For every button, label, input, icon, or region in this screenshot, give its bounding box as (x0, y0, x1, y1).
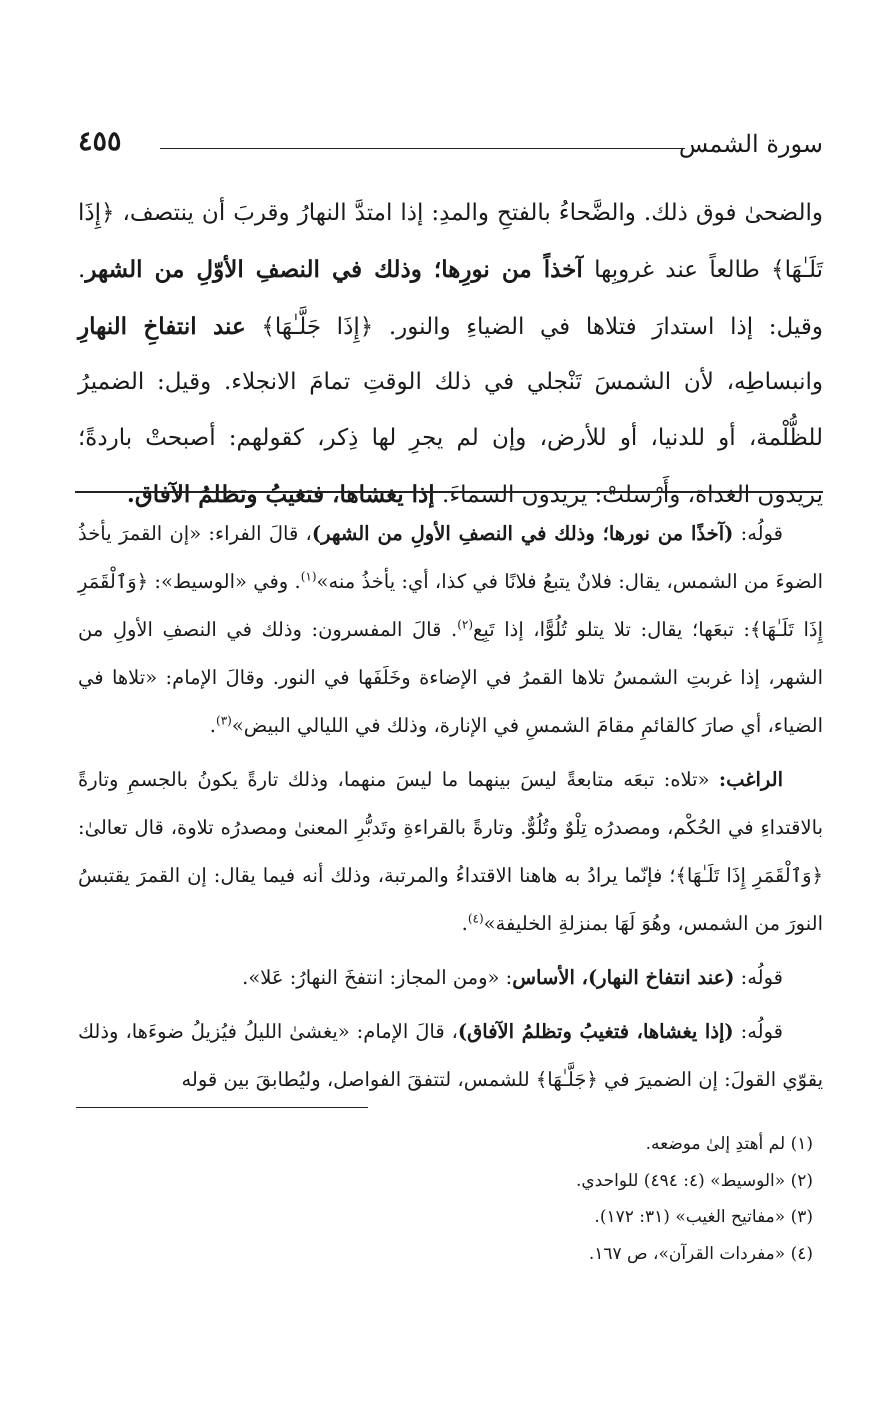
footnote: (١) لم أهتدِ إلىٰ موضعه. (645, 1134, 813, 1154)
header-rule (160, 148, 685, 149)
commentary-paragraph: قولُه: (عند انتفاخ النهار)، الأساس: «ومن المجاز: انتفخَ النهارُ: عَلا». (242, 966, 783, 989)
page-number: ٤٥٥ (78, 126, 122, 157)
commentary-paragraph: الراغب: «تلاه: تبعَه متابعةً ليسَ بينهما ما ليسَ منهما، وذلك تارةً يكونُ بالجسمِ وتارةً بالاقتداءِ في الحُكْم، ومصدرُه تِلْوٌ وتُلُوٌّ. وتارةً بالقراءةِ وتَدبُّرِ المعنىٰ ومصدرُه تلاوة، قال تعالىٰ: ﴿وَٱلْقَمَرِ إِذَا تَلَـٰهَا﴾؛ فإنّما يرادُ به هاهنا الاقتداءُ والمرتبة، وذلك أنه فيما يقال: إن القمرَ يقتبسُ النورَ من الشمس، وهُوَ لَهَا بمنزلةِ الخليفة»$^{(٤)}$. (78, 768, 823, 935)
footnote-divider (76, 1107, 368, 1108)
section-divider (75, 491, 823, 493)
footnote: (٤) «مفردات القرآن»، ص ١٦٧. (588, 1243, 813, 1264)
commentary-paragraph: قولُه: (آخذًا من نورها؛ وذلك في النصفِ الأولِ من الشهر)، قالَ الفراء: «إن القمرَ يأخذُ الضوءَ من الشمس، يقال: فلانٌ يتبعُ فلانًا في كذا، أي: يأخذُ منه»$^{(١)}$. وفي «الوسيط»: ﴿وَٱلْقَمَرِ إِذَا تَلَـٰهَا﴾: تبعَها؛ يقال: تلا يتلو تُلُوًّا، إذا تَبِع$^{(٢)}$. قالَ المفسرون: وذلك في النصفِ الأولِ من الشهر، إذا غربتِ الشمسُ تلاها القمرُ في الإضاءة وخَلَفَها في النور. وقالَ الإمام: «تلاها في الضياء، أي صارَ كالقائمِ مقامَ الشمسِ في الإنارة، وذلك في الليالي البيض»$^{(٣)}$. (78, 522, 823, 737)
footnote: (٢) «الوسيط» (٤: ٤٩٤) للواحدي. (575, 1170, 813, 1191)
tafsir-main-text (78, 186, 823, 524)
commentary-paragraph: قولُه: (إذا يغشاها، فتغيبُ وتظلمُ الآفاق)، قالَ الإمام: «يغشىٰ الليلُ فيُزيلُ ضوءَها، وذلك يقوّي القولَ: إن الضميرَ في ﴿جَلَّـٰهَا﴾ للشمس، لتتفقَ الفواصل، وليُطابقَ بين قوله (78, 1020, 823, 1091)
footnote-ref: (٣) (216, 713, 232, 728)
footnote-ref: (١) (300, 569, 317, 584)
footnote: (٣) «مفاتيح الغيب» (٣١: ١٧٢). (594, 1207, 813, 1227)
main-paragraph: والضحىٰ فوق ذلك. والضَّحاءُ بالفتحِ والمدِ: إذا امتدَّ النهارُ وقربَ أن ينتصف، ﴿إِذَا تَلَـٰهَا﴾ طالعاً عند غروبِها آخذاً من نورِها؛ وذلك في النصفِ الأوّلِ من الشهر. وقيل: إذا استدارَ فتلاها في الضياءِ والنور. ﴿إِذَا جَلَّـٰهَا﴾ عند انتفاخِ النهارِ وانبساطِه، لأن الشمسَ تَنْجلي في ذلك الوقتِ تمامَ الانجلاء. وقيل: الضميرُ للظُّلْمة، أو للدنيا، أو للأرض، وإن لم يجرِ لها ذِكر، كقولهم: أصبحتْ باردةً؛ يريدون الغداة، وأَرْسلتْ: يريدون السماءَ. إذا يغشاها، فتغيبُ وتظلمُ الآفاق. (78, 200, 823, 508)
page-header (78, 120, 823, 170)
commentary-section (78, 510, 823, 1104)
surah-title: سورة الشمس (678, 130, 823, 158)
footnotes (78, 1126, 813, 1272)
footnote-ref: (٤) (467, 911, 484, 926)
footnote-ref: (٢) (457, 617, 474, 632)
